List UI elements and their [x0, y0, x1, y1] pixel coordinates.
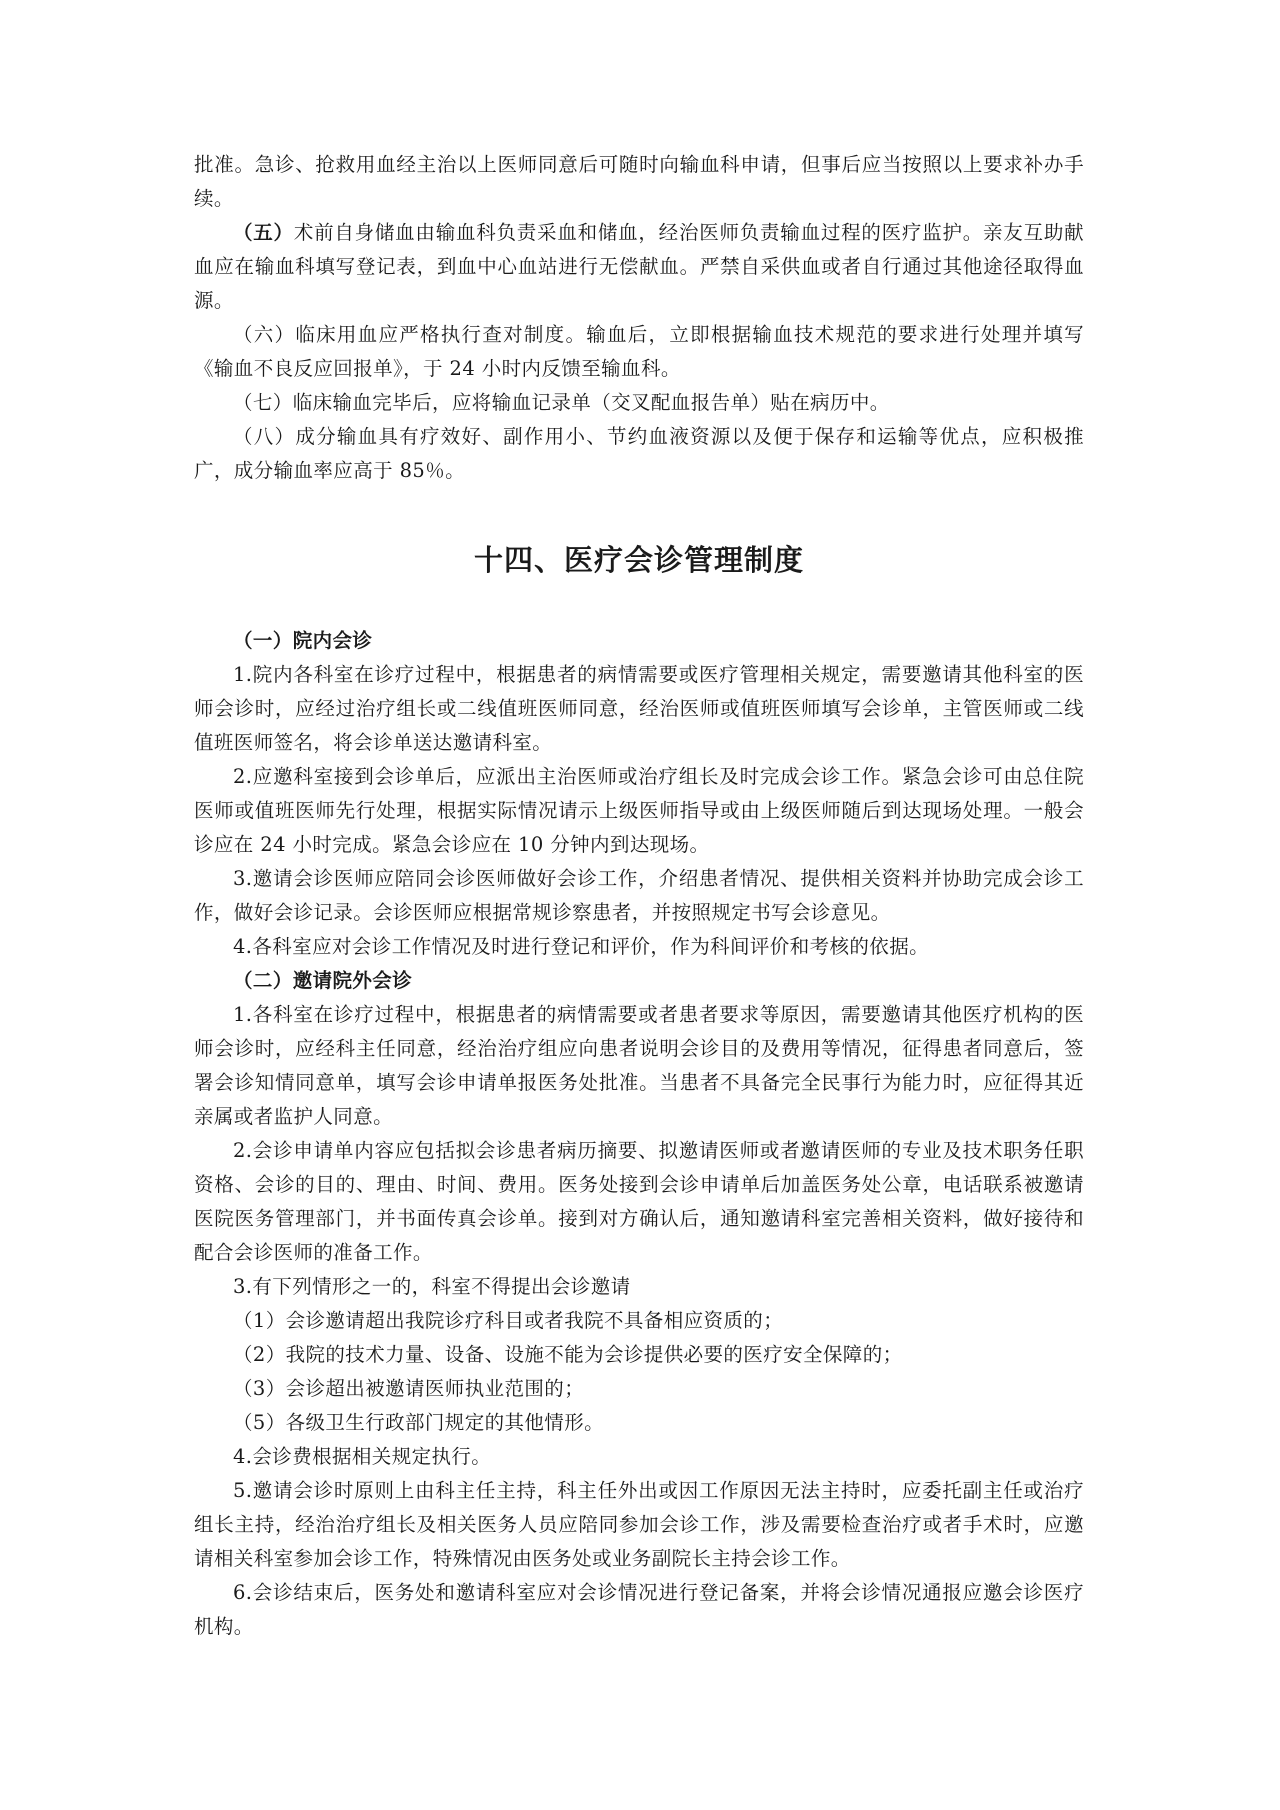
- list-item: 1.院内各科室在诊疗过程中，根据患者的病情需要或医疗管理相关规定，需要邀请其他科室的医师会诊时，应经过治疗组长或二线值班医师同意，经治医师或值班医师填写会诊单，主管医师或二线值班医师签名，将会诊单送达邀请科室。: [194, 663, 1084, 754]
- paragraph-item-6: （六）临床用血应严格执行查对制度。输血后，立即根据输血技术规范的要求进行处理并填写《输血不良反应回报单》，于 24 小时内反馈至输血科。: [194, 323, 1084, 380]
- section-title: 十四、医疗会诊管理制度: [473, 543, 804, 577]
- list-item: （1）会诊邀请超出我院诊疗科目或者我院不具备相应资质的；: [233, 1309, 784, 1332]
- paragraph-item-8: （八）成分输血具有疗效好、副作用小、节约血液资源以及便于保存和运输等优点，应积极推广，成分输血率应高于 85％。: [194, 425, 1084, 482]
- list-item: （2）我院的技术力量、设备、设施不能为会诊提供必要的医疗安全保障的；: [233, 1343, 903, 1366]
- list-item: 6.会诊结束后，医务处和邀请科室应对会诊情况进行登记备案，并将会诊情况通报应邀会诊医疗机构。: [194, 1581, 1084, 1638]
- subsection-heading-internal: （一）院内会诊: [233, 629, 373, 652]
- list-item: 3.有下列情形之一的，科室不得提出会诊邀请: [233, 1275, 631, 1298]
- list-item: 2.应邀科室接到会诊单后，应派出主治医师或治疗组长及时完成会诊工作。紧急会诊可由总住院医师或值班医师先行处理，根据实际情况请示上级医师指导或由上级医师随后到达现场处理。一般会诊应在 24 小时完成。紧急会诊应在 10 分钟内到达现场。: [194, 765, 1084, 856]
- list-item: 5.邀请会诊时原则上由科主任主持，科主任外出或因工作原因无法主持时，应委托副主任或治疗组长主持，经治治疗组长及相关医务人员应陪同参加会诊工作，涉及需要检查治疗或者手术时，应邀请相关科室参加会诊工作，特殊情况由医务处或业务副院长主持会诊工作。: [194, 1479, 1084, 1570]
- document-page: [194, 148, 1084, 1644]
- list-item: （5）各级卫生行政部门规定的其他情形。: [233, 1411, 605, 1434]
- list-item: （3）会诊超出被邀请医师执业范围的；: [233, 1377, 585, 1400]
- paragraph-continuation: 批准。急诊、抢救用血经主治以上医师同意后可随时向输血科申请，但事后应当按照以上要求补办手续。: [194, 153, 1084, 210]
- item-5-label: （五）: [233, 221, 294, 244]
- subsection-heading-external: （二）邀请院外会诊: [233, 969, 413, 992]
- item-5-text: 术前自身储血由输血科负责采血和储血，经治医师负责输血过程的医疗监护。亲友互助献血应在输血科填写登记表，到血中心血站进行无偿献血。严禁自采供血或者自行通过其他途径取得血源。: [194, 221, 1084, 312]
- paragraph-item-7: （七）临床输血完毕后，应将输血记录单（交叉配血报告单）贴在病历中。: [233, 391, 890, 414]
- paragraph-item-5: [194, 216, 1084, 318]
- list-item: 2.会诊申请单内容应包括拟会诊患者病历摘要、拟邀请医师或者邀请医师的专业及技术职务任职资格、会诊的目的、理由、时间、费用。医务处接到会诊申请单后加盖医务处公章，电话联系被邀请医院医务管理部门，并书面传真会诊单。接到对方确认后，通知邀请科室完善相关资料，做好接待和配合会诊医师的准备工作。: [194, 1139, 1084, 1264]
- list-item: 1.各科室在诊疗过程中，根据患者的病情需要或者患者要求等原因，需要邀请其他医疗机构的医师会诊时，应经科主任同意，经治治疗组应向患者说明会诊目的及费用等情况，征得患者同意后，签署会诊知情同意单，填写会诊申请单报医务处批准。当患者不具备完全民事行为能力时，应征得其近亲属或者监护人同意。: [194, 1003, 1084, 1128]
- list-item: 4.各科室应对会诊工作情况及时进行登记和评价，作为科间评价和考核的依据。: [233, 935, 930, 958]
- list-item: 3.邀请会诊医师应陪同会诊医师做好会诊工作，介绍患者情况、提供相关资料并协助完成会诊工作，做好会诊记录。会诊医师应根据常规诊察患者，并按照规定书写会诊意见。: [194, 867, 1084, 924]
- list-item: 4.会诊费根据相关规定执行。: [233, 1445, 492, 1468]
